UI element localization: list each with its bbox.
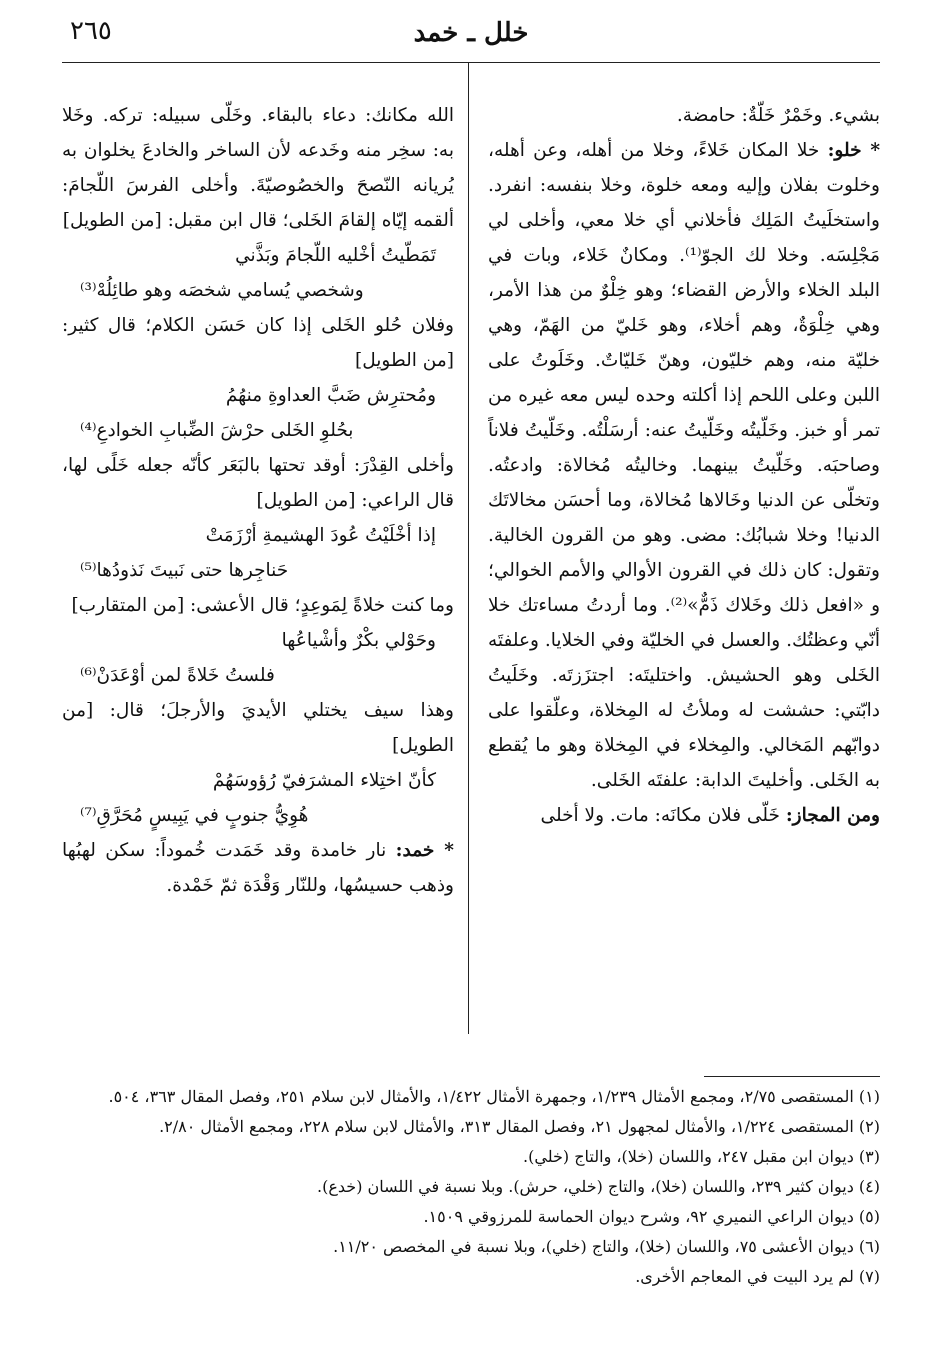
subhead: ومن المجاز: [785,805,880,826]
verse-line: بحُلوِ الخَلى حرْشَ الضِّبابِ الخوادعِ⁽⁴⁾ [80,420,354,441]
verse-line: هُوِيُّ جنوبٍ في يَبِيسٍ مُحَرَّقِ⁽⁷⁾ [80,805,309,826]
text: وأخلى القِدْرَ: أوقد تحتها بالبَعَر كأنّه جعله خَلًى لها، قال الراعي: [من الطويل] [62,455,454,511]
footnotes [62,1082,880,1292]
text: الله مكانك: دعاء بالبقاء. وخَلّى سبيله: تركه. وخَلا به: سخِر منه وخَدعه لأن الساخر والخادعَ يخلوان به يُريانه النّصحَ والخصُوصيّةَ. وأخلى الفرسَ اللّجامَ: ألقمه إيّاه إلقامَ الخَلى؛ قال ابن مقبل: [من الطويل] [62,105,454,231]
paragraph-majaz [488,798,880,833]
page-number: ٢٦٥ [70,16,112,46]
text: بشيء. وخَمْرٌ خَلّةٌ: حامضة. [676,105,880,126]
footnote: (١) المستقصى ٢/٧٥، ومجمع الأمثال ١/٢٣٩، وجمهرة الأمثال ١/٤٢٢، والأمثال لابن سلام ٢٥١، وفصل المقال ٣٦٣، ٥٠٤. [108,1087,880,1106]
entry-khalw [488,133,880,798]
footnote: (٤) ديوان كثير ٢٣٩، واللسان (خلا)، والتاج (خلي، حرش). وبلا نسبة في اللسان (خدع). [317,1177,880,1196]
entry-text: خلا المكان خَلاءً، وخلا من أهله، وعن أهله، وخلوت بفلان وإليه ومعه خلوة، وخلا بنفسه: انفرد. واستخلَيتُ المَلِك فأخلاني أي خلا معي، وأخلى لي مَجْلِسَه. وخلا لك الجوّ⁽¹⁾. ومكانٌ خَلاء، وبات في البلد الخلاء والأرض القضاء؛ وهو خِلْوٌ من هذا الأمر، وهي خِلْوَةٌ، وهم أخلاء، وهو خَليّ من الهَمّ، وهي خليّة منه، وهم خليّون، وهنّ خَليّاتٌ. وخَلَوتُ على اللبن وعلى اللحم إذا أكلته وحده ليس معه غيره من تمر أو خبز. وخَلّيتُه وخَلّيتُ عنه: أرسَلْتُه. وخَلّيتُ فلاناً وصاحبَه. وخَلّيتُ بينهما. وخاليتُه مُخالاة: وادعتُه. وتخلّى عن الدنيا وخَالاها مُخالاة، وما أحسَن مخالاتَك الدنيا! وخلا شبابُك: مضى. وهو من القرون الخالية. وتقول: كان ذلك في القرون الأوالي والأمم الخوالي؛ و «افعل ذلك وخَلاك ذَمٌّ»⁽²⁾. وما أردتُ مساءتك خلا أنّي وعظتُك. والعسل في الخليّة وفي الخلايا. وعلفتَه الخَلى وهو الحشيش. واختليتَه: اجتزَزتَه. وخَلَيتُ دابّتي: حششت له وملأتُ له المِخلاة، وعلّقوا على دوابّهم المَخالي. والمِخلاء في المِخلاة وهو ما يُقطع به الخَلى. وأخليتَ الدابة: علفتَه الخَلى. [488,140,880,791]
headword: * خمد: [395,840,454,861]
page-header [62,14,880,60]
verse-line: كأنّ اختِلاء المشرَفيّ رُؤوسَهُمْ [212,770,436,791]
footnote: (٢) المستقصى ١/٢٢٤، والأمثال لمجهول ٢١، وفصل المقال ٣١٣، والأمثال لابن سلام ٢٢٨، ومجمع الأمثال ٢/٨٠. [159,1117,880,1136]
footnote: (٣) ديوان ابن مقبل ٢٤٧، واللسان (خلا)، والتاج (خلي). [523,1147,880,1166]
column-divider [468,62,469,1034]
headword: * خلو: [827,140,880,161]
verse-line: وحَوْلي بكْرٌ وأشْياعُها [281,630,436,651]
verse [62,623,454,693]
verse [62,378,454,448]
paragraph [62,693,454,763]
verse [62,518,454,588]
running-head: خلل ـ خمد [413,18,529,48]
verse-line: تَمَطّيتُ أخْليه اللّجامَ وبَذَّني [235,245,436,266]
entry-text: خَلّى فلان مكانَه: مات. ولا أخلى [540,805,780,826]
footnote-rule [704,1076,880,1077]
footnote: (٥) ديوان الراعي النميري ٩٢، وشرح ديوان الحماسة للمرزوقي ١٥٠٩. [423,1207,880,1226]
text: وهذا سيف يختلي الأيديَ والأرجلَ؛ قال: [من الطويل] [62,700,454,756]
footnote: (٦) ديوان الأعشى ٧٥، واللسان (خلا)، والتاج (خلي)، وبلا نسبة في المخصص ١١/٢٠. [333,1237,880,1256]
right-column [488,98,880,1043]
paragraph [62,98,454,238]
verse-line: فلستُ خَلاةً لمن أوْعَدَنْ⁽⁶⁾ [80,665,275,686]
footnote: (٧) لم يرد البيت في المعاجم الأخرى. [635,1267,880,1286]
left-column [62,98,454,1043]
verse-line: وشخصي يُسامي شخصَه وهو طائِلُهْ⁽³⁾ [80,280,364,301]
verse [62,238,454,308]
verse-line: حَناجِرها حتى نَبيتَ نَذودُها⁽⁵⁾ [80,560,289,581]
entry-text: نار خامدة وقد خَمَدت خُموداً: سكن لهبُها وذهب حسيسُها، وللنّار وَقْدَة ثمّ خَمْدة. [62,840,454,896]
header-rule [62,62,880,63]
text: وما كنت خلاةً لِمَوعِدٍ؛ قال الأعشى: [من المتقارب] [71,595,454,616]
paragraph [62,448,454,518]
paragraph [62,308,454,378]
paragraph [488,98,880,133]
verse-line: ومُحترِش ضَبَّ العداوةِ منهُمُ [225,385,436,406]
verse [62,763,454,833]
verse-line: إذا أخْلَيْتُ عُودَ الهشيمةِ أرْزَمَتْ [205,525,436,546]
entry-khamd [62,833,454,903]
text: وفلان حُلو الخَلى إذا كان حَسَن الكلام؛ قال كثير: [من الطويل] [62,315,454,371]
paragraph [62,588,454,623]
